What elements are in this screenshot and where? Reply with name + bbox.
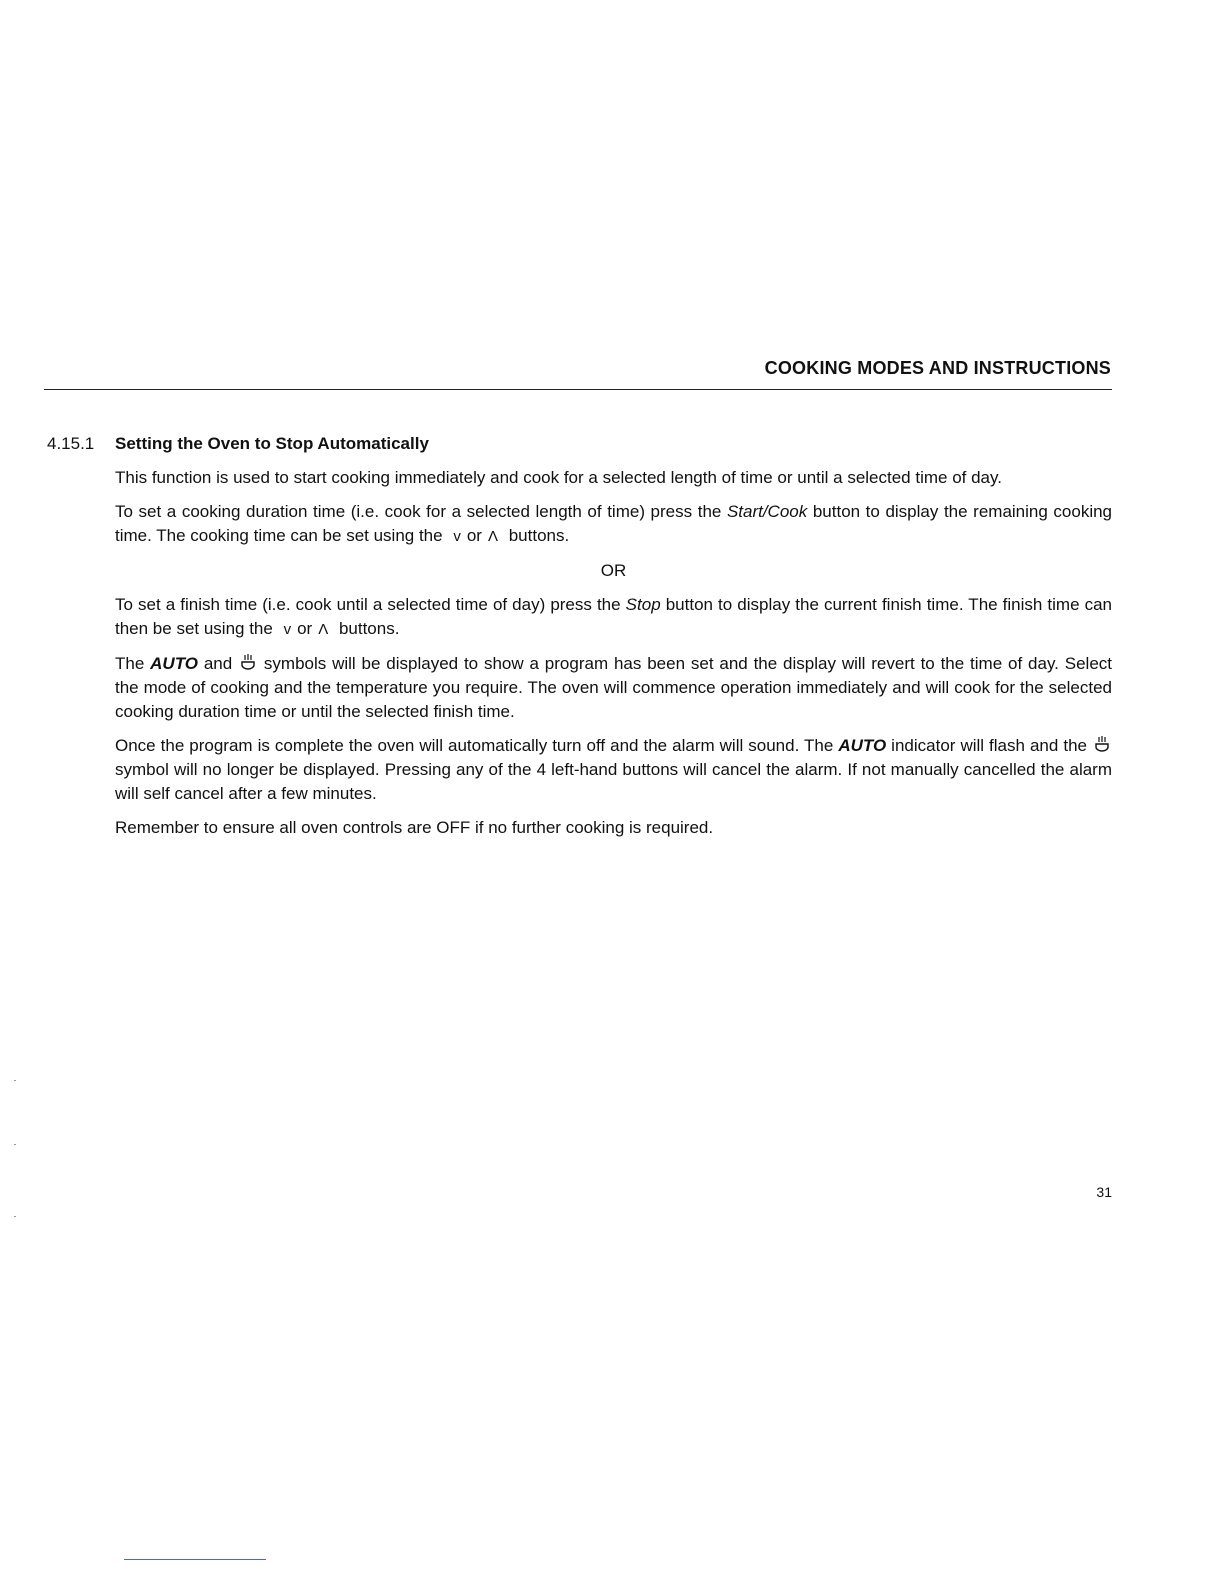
text-run: or — [297, 619, 313, 638]
auto-indicator-label: AUTO — [838, 736, 887, 755]
text-run: button to display the current finish time. The finish time can then be set using the — [115, 595, 1113, 638]
cooking-pot-steam-icon — [238, 652, 258, 672]
section-4-15-1 — [47, 432, 1112, 850]
or-separator: OR — [600, 561, 627, 580]
auto-indicator-label: AUTO — [150, 654, 198, 673]
cooking-pot-steam-icon — [1092, 734, 1112, 754]
text-run: To set a finish time (i.e. cook until a selected time of day) press the — [115, 595, 626, 614]
up-button-symbol: Λ — [318, 621, 329, 638]
paragraph-intro: This function is used to start cooking immediately and cook for a selected length of time or until a selected time of day. — [115, 468, 1002, 487]
page-header-title: COOKING MODES AND INSTRUCTIONS — [764, 358, 1111, 378]
header-divider — [44, 389, 1112, 390]
text-run: Once the program is complete the oven will automatically turn off and the alarm will sound. The — [115, 736, 839, 755]
page-number: 31 — [1096, 1184, 1112, 1200]
paragraph-finish-time — [115, 593, 1112, 642]
paragraph-reminder: Remember to ensure all oven controls are OFF if no further cooking is required. — [115, 818, 714, 837]
section-heading — [47, 432, 1112, 456]
footer-underline — [124, 1559, 266, 1560]
text-run: and — [198, 654, 239, 673]
paragraph-auto-symbols — [115, 652, 1112, 724]
scan-edge-mark — [14, 1080, 16, 1081]
text-run: To set a cooking duration time (i.e. cook for a selected length of time) press the — [115, 502, 727, 521]
section-body — [115, 466, 1112, 840]
start-cook-button-label: Start/Cook — [726, 502, 808, 521]
up-button-symbol: Λ — [487, 528, 498, 545]
paragraph-program-complete — [115, 734, 1112, 806]
section-title: Setting the Oven to Stop Automatically — [115, 434, 429, 453]
text-run: symbols will be displayed to show a program has been set and the display will revert to the time of day. Select the mode of cooking and the temperature you require. The oven will commence operation immediately and will cook for the selected cooking duration time or until the selected finish time. — [115, 654, 1112, 721]
paragraph-duration — [115, 500, 1112, 549]
text-run: or — [466, 526, 482, 545]
down-button-symbol: v — [453, 528, 461, 545]
scan-edge-mark — [14, 1144, 16, 1145]
text-run: buttons. — [334, 619, 400, 638]
stop-button-label: Stop — [625, 595, 661, 614]
text-run: symbol will no longer be displayed. Pressing any of the 4 left-hand buttons will cancel the alarm. If not manually cancelled the alarm will self cancel after a few minutes. — [115, 760, 1112, 803]
down-button-symbol: v — [283, 621, 292, 638]
section-number: 4.15.1 — [47, 434, 95, 453]
text-run: buttons. — [503, 526, 570, 545]
text-run: The — [115, 654, 151, 673]
text-run: button to display the remaining cooking time. The cooking time can be set using the — [115, 502, 1112, 545]
text-run: indicator will flash and the — [886, 736, 1092, 755]
scan-edge-mark — [14, 1216, 16, 1217]
